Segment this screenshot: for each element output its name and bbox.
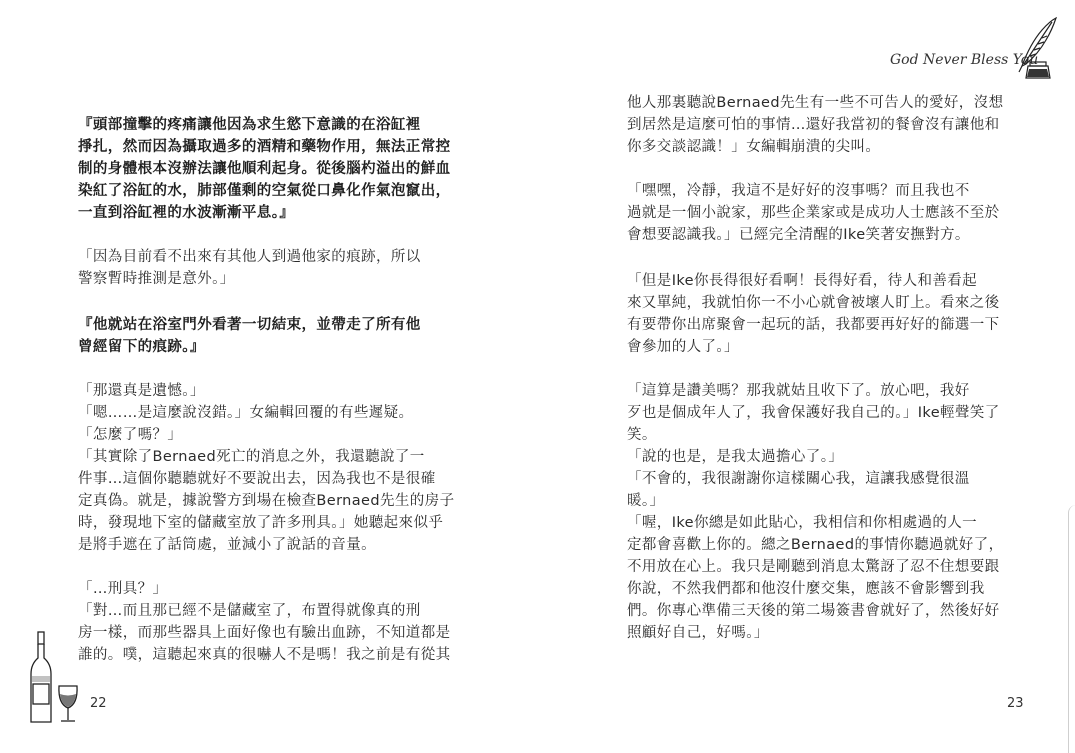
right-page [537,0,1075,753]
text-line: 「那還真是遺憾。」 [78,383,205,399]
left-page [0,0,537,753]
text-line: 「怎麼了嗎？」 [78,427,183,443]
text-line: 照顧好自己，好嗎。」 [627,625,769,641]
text-line: 會想要認識我。」已經完全清醒的Ike笑著安撫對方。 [627,227,970,243]
text-line: 時，發現地下室的儲藏室放了許多刑具。」她聽起來似乎 [78,515,444,531]
page-number: 22 [90,696,107,711]
text-line: 『他就站在浴室門外看著一切結束，並帶走了所有他 [78,317,421,333]
text-line: 「喔，Ike你總是如此貼心，我相信和你相處過的人一 [627,515,978,531]
text-line: 誰的。噗，這聽起來真的很嚇人不是嗎！我之前是有從其 [78,647,451,663]
text-line: 你多交談認識！」女編輯崩潰的尖叫。 [627,139,881,155]
text-line: 『頭部撞擊的疼痛讓他因為求生慾下意識的在浴缸裡 [78,117,421,133]
text-line: 房一樣，而那些器具上面好像也有驗出血跡，不知道都是 [78,625,451,641]
text-line: 歹也是個成年人了，我會保護好我自己的。」Ike輕聲笑了 [627,405,1000,421]
text-line: 到居然是這麼可怕的事情…還好我當初的餐會沒有讓他和 [627,117,1000,133]
text-line: 「但是Ike你長得很好看啊！長得好看，待人和善看起 [627,273,978,289]
quill-inkwell-illustration [1012,14,1060,80]
text-line: 他人那裏聽說Bernaed先生有一些不可告人的愛好，沒想 [627,95,1004,111]
text-line: 件事…這個你聽聽就好不要說出去，因為我也不是很確 [78,471,436,487]
text-line: 「…刑具？」 [78,581,168,597]
text-line: 制的身體根本沒辦法讓他順利起身。從後腦杓溢出的鮮血 [78,161,451,177]
text-line: 「嗯……是這麼說沒錯。」女編輯回覆的有些遲疑。 [78,405,414,421]
text-line: 定都會喜歡上你的。總之Bernaed的事情你聽過就好了， [627,537,1004,553]
text-line: 染紅了浴缸的水，肺部僅剩的空氣從口鼻化作氣泡竄出， [78,183,451,199]
text-line: 你說，不然我們都和他沒什麼交集，應該不會影響到我 [627,581,985,597]
text-line: 「嘿嘿，冷靜，我這不是好好的沒事嗎？而且我也不 [627,183,970,199]
text-line: 掙扎，然而因為攝取過多的酒精和藥物作用，無法正常控 [78,139,451,155]
text-line: 有要帶你出席聚會一起玩的話，我都要再好好的篩選一下 [627,317,1000,333]
text-line: 「對…而且那已經不是儲藏室了，布置得就像真的刑 [78,603,421,619]
text-line: 會參加的人了。」 [627,339,739,355]
text-line: 曾經留下的痕跡。』 [78,339,205,355]
text-line: 「因為目前看不出來有其他人到過他家的痕跡，所以 [78,249,421,265]
text-line: 「其實除了Bernaed死亡的消息之外，我還聽說了一 [78,449,425,465]
book-title-header: God Never Bless You [890,52,1039,68]
text-line: 暖。」 [627,493,665,509]
page-edge-curl [1068,505,1075,753]
text-line: 來又單純，我就怕你一不小心就會被壞人盯上。看來之後 [627,295,1000,311]
text-line: 過就是一個小說家，那些企業家或是成功人士應該不至於 [627,205,1000,221]
wine-bottle-glass-illustration [26,628,86,728]
text-line: 「說的也是，是我太過擔心了。」 [627,449,844,465]
text-line: 們。你專心準備三天後的第二場簽書會就好了，然後好好 [627,603,1000,619]
text-line: 定真偽。就是，據說警方到場在檢查Bernaed先生的房子 [78,493,455,509]
text-line: 一直到浴缸裡的水波漸漸平息。』 [78,205,295,221]
text-line: 是將手遮在了話筒處，並減小了說話的音量。 [78,537,376,553]
page-number: 23 [1007,696,1024,711]
text-line: 「不會的，我很謝謝你這樣關心我，這讓我感覺很溫 [627,471,970,487]
text-line: 「這算是讚美嗎？那我就姑且收下了。放心吧，我好 [627,383,970,399]
text-line: 笑。 [627,427,657,443]
text-line: 警察暫時推測是意外。」 [78,271,235,287]
text-line: 不用放在心上。我只是剛聽到消息太驚訝了忍不住想要跟 [627,559,1000,575]
